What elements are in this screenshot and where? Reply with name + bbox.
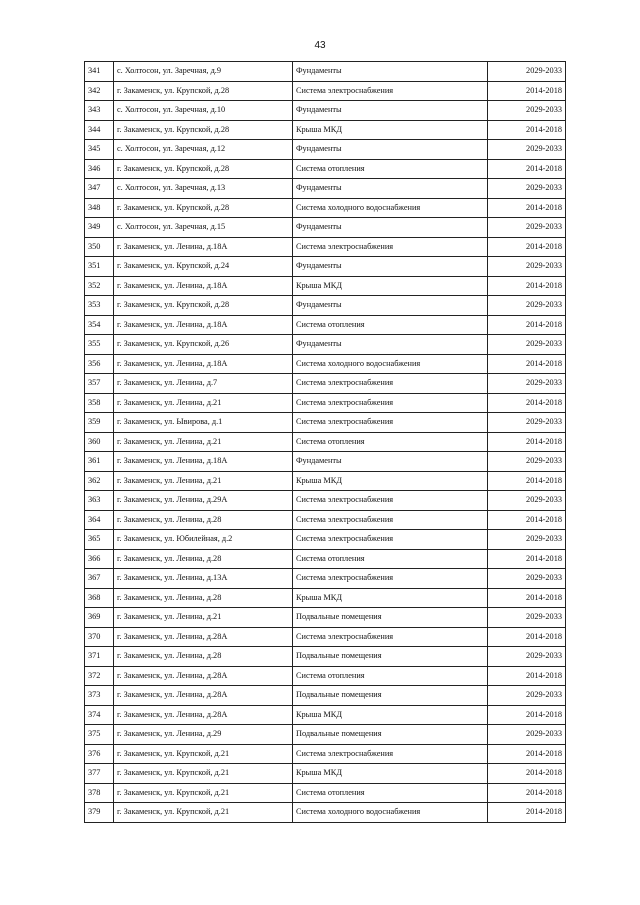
table-row [85, 432, 566, 452]
row-number-cell: 377 [85, 764, 114, 784]
address-cell: г. Закаменск, ул. Ленина, д.28 [114, 510, 293, 530]
period-cell: 2014-2018 [488, 764, 566, 784]
row-number-cell: 342 [85, 81, 114, 101]
table-row [85, 198, 566, 218]
address-cell: г. Закаменск, ул. Ленина, д.21 [114, 393, 293, 413]
work-type-cell: Фундаменты [293, 218, 488, 238]
work-type-cell: Подвальные помещения [293, 608, 488, 628]
work-type-cell: Подвальные помещения [293, 647, 488, 667]
table-row [85, 354, 566, 374]
address-cell: г. Закаменск, ул. Ленина, д.28 [114, 647, 293, 667]
period-cell: 2029-2033 [488, 491, 566, 511]
row-number-cell: 373 [85, 686, 114, 706]
work-type-cell: Система отопления [293, 666, 488, 686]
period-cell: 2029-2033 [488, 452, 566, 472]
period-cell: 2029-2033 [488, 140, 566, 160]
table-row [85, 120, 566, 140]
period-cell: 2014-2018 [488, 159, 566, 179]
period-cell: 2014-2018 [488, 666, 566, 686]
period-cell: 2029-2033 [488, 374, 566, 394]
table-row [85, 101, 566, 121]
work-type-cell: Система электроснабжения [293, 491, 488, 511]
table-row [85, 237, 566, 257]
address-cell: г. Закаменск, ул. Ывирова, д.1 [114, 413, 293, 433]
row-number-cell: 367 [85, 569, 114, 589]
period-cell: 2014-2018 [488, 783, 566, 803]
page-number: 43 [314, 40, 326, 51]
row-number-cell: 358 [85, 393, 114, 413]
address-cell: г. Закаменск, ул. Крупской, д.24 [114, 257, 293, 277]
work-type-cell: Фундаменты [293, 452, 488, 472]
work-type-cell: Система отопления [293, 549, 488, 569]
address-cell: с. Холтосон, ул. Заречная, д.12 [114, 140, 293, 160]
row-number-cell: 355 [85, 335, 114, 355]
row-number-cell: 351 [85, 257, 114, 277]
address-cell: г. Закаменск, ул. Крупской, д.28 [114, 198, 293, 218]
row-number-cell: 357 [85, 374, 114, 394]
row-number-cell: 348 [85, 198, 114, 218]
row-number-cell: 346 [85, 159, 114, 179]
row-number-cell: 352 [85, 276, 114, 296]
table-row [85, 159, 566, 179]
period-cell: 2014-2018 [488, 198, 566, 218]
table-row [85, 452, 566, 472]
address-cell: г. Закаменск, ул. Ленина, д.28А [114, 627, 293, 647]
address-cell: с. Холтосон, ул. Заречная, д.10 [114, 101, 293, 121]
table-row [85, 218, 566, 238]
work-type-cell: Система электроснабжения [293, 237, 488, 257]
work-type-cell: Система отопления [293, 159, 488, 179]
row-number-cell: 363 [85, 491, 114, 511]
period-cell: 2029-2033 [488, 218, 566, 238]
period-cell: 2014-2018 [488, 354, 566, 374]
table-row [85, 140, 566, 160]
table-row [85, 608, 566, 628]
row-number-cell: 364 [85, 510, 114, 530]
work-type-cell: Фундаменты [293, 62, 488, 82]
address-cell: г. Закаменск, ул. Ленина, д.28А [114, 686, 293, 706]
work-type-cell: Подвальные помещения [293, 725, 488, 745]
row-number-cell: 347 [85, 179, 114, 199]
table-row [85, 374, 566, 394]
row-number-cell: 375 [85, 725, 114, 745]
table-row [85, 335, 566, 355]
work-type-cell: Крыша МКД [293, 471, 488, 491]
period-cell: 2029-2033 [488, 296, 566, 316]
period-cell: 2014-2018 [488, 744, 566, 764]
address-cell: с. Холтосон, ул. Заречная, д.15 [114, 218, 293, 238]
work-type-cell: Система электроснабжения [293, 413, 488, 433]
row-number-cell: 345 [85, 140, 114, 160]
address-cell: г. Закаменск, ул. Крупской, д.28 [114, 296, 293, 316]
period-cell: 2029-2033 [488, 647, 566, 667]
table-row [85, 257, 566, 277]
work-type-cell: Система электроснабжения [293, 569, 488, 589]
address-cell: г. Закаменск, ул. Крупской, д.28 [114, 159, 293, 179]
address-cell: г. Закаменск, ул. Ленина, д.18А [114, 237, 293, 257]
work-type-cell: Фундаменты [293, 257, 488, 277]
row-number-cell: 365 [85, 530, 114, 550]
table-row [85, 686, 566, 706]
row-number-cell: 371 [85, 647, 114, 667]
address-cell: г. Закаменск, ул. Ленина, д.28А [114, 666, 293, 686]
row-number-cell: 344 [85, 120, 114, 140]
address-cell: г. Закаменск, ул. Крупской, д.21 [114, 783, 293, 803]
period-cell: 2014-2018 [488, 81, 566, 101]
work-type-cell: Система отопления [293, 315, 488, 335]
table-row [85, 510, 566, 530]
work-type-cell: Фундаменты [293, 140, 488, 160]
period-cell: 2029-2033 [488, 530, 566, 550]
row-number-cell: 368 [85, 588, 114, 608]
period-cell: 2014-2018 [488, 276, 566, 296]
period-cell: 2029-2033 [488, 101, 566, 121]
address-cell: г. Закаменск, ул. Крупской, д.28 [114, 120, 293, 140]
work-type-cell: Фундаменты [293, 296, 488, 316]
work-type-cell: Крыша МКД [293, 276, 488, 296]
table-row [85, 491, 566, 511]
period-cell: 2014-2018 [488, 627, 566, 647]
address-cell: г. Закаменск, ул. Ленина, д.28 [114, 588, 293, 608]
row-number-cell: 353 [85, 296, 114, 316]
work-type-cell: Система электроснабжения [293, 81, 488, 101]
table-row [85, 803, 566, 823]
address-cell: г. Закаменск, ул. Ленина, д.28 [114, 549, 293, 569]
table-row [85, 549, 566, 569]
work-type-cell: Система электроснабжения [293, 744, 488, 764]
period-cell: 2014-2018 [488, 803, 566, 823]
table-row [85, 647, 566, 667]
period-cell: 2014-2018 [488, 315, 566, 335]
address-cell: г. Закаменск, ул. Крупской, д.28 [114, 81, 293, 101]
row-number-cell: 366 [85, 549, 114, 569]
row-number-cell: 343 [85, 101, 114, 121]
work-type-cell: Крыша МКД [293, 120, 488, 140]
table-row [85, 569, 566, 589]
period-cell: 2014-2018 [488, 393, 566, 413]
period-cell: 2014-2018 [488, 549, 566, 569]
period-cell: 2014-2018 [488, 588, 566, 608]
work-type-cell: Система холодного водоснабжения [293, 198, 488, 218]
table-row [85, 276, 566, 296]
address-cell: г. Закаменск, ул. Юбилейная, д.2 [114, 530, 293, 550]
address-cell: г. Закаменск, ул. Ленина, д.7 [114, 374, 293, 394]
table-body [85, 62, 566, 823]
row-number-cell: 354 [85, 315, 114, 335]
period-cell: 2029-2033 [488, 179, 566, 199]
address-cell: г. Закаменск, ул. Ленина, д.18А [114, 276, 293, 296]
table-row [85, 725, 566, 745]
row-number-cell: 370 [85, 627, 114, 647]
work-type-cell: Система электроснабжения [293, 627, 488, 647]
period-cell: 2029-2033 [488, 413, 566, 433]
repair-schedule-table [84, 61, 566, 823]
period-cell: 2014-2018 [488, 510, 566, 530]
work-type-cell: Фундаменты [293, 101, 488, 121]
work-type-cell: Система отопления [293, 783, 488, 803]
work-type-cell: Фундаменты [293, 179, 488, 199]
row-number-cell: 362 [85, 471, 114, 491]
table-row [85, 588, 566, 608]
row-number-cell: 372 [85, 666, 114, 686]
work-type-cell: Крыша МКД [293, 705, 488, 725]
row-number-cell: 378 [85, 783, 114, 803]
period-cell: 2014-2018 [488, 705, 566, 725]
address-cell: г. Закаменск, ул. Ленина, д.21 [114, 471, 293, 491]
row-number-cell: 356 [85, 354, 114, 374]
table-row [85, 296, 566, 316]
table-row [85, 783, 566, 803]
period-cell: 2029-2033 [488, 686, 566, 706]
period-cell: 2014-2018 [488, 237, 566, 257]
period-cell: 2029-2033 [488, 335, 566, 355]
address-cell: с. Холтосон, ул. Заречная, д.9 [114, 62, 293, 82]
address-cell: г. Закаменск, ул. Ленина, д.18А [114, 315, 293, 335]
address-cell: г. Закаменск, ул. Ленина, д.21 [114, 432, 293, 452]
period-cell: 2014-2018 [488, 471, 566, 491]
row-number-cell: 361 [85, 452, 114, 472]
period-cell: 2029-2033 [488, 257, 566, 277]
work-type-cell: Крыша МКД [293, 764, 488, 784]
address-cell: г. Закаменск, ул. Ленина, д.21 [114, 608, 293, 628]
row-number-cell: 379 [85, 803, 114, 823]
address-cell: г. Закаменск, ул. Ленина, д.18А [114, 452, 293, 472]
work-type-cell: Система отопления [293, 432, 488, 452]
address-cell: г. Закаменск, ул. Ленина, д.29 [114, 725, 293, 745]
row-number-cell: 374 [85, 705, 114, 725]
address-cell: г. Закаменск, ул. Крупской, д.21 [114, 803, 293, 823]
work-type-cell: Система электроснабжения [293, 530, 488, 550]
row-number-cell: 376 [85, 744, 114, 764]
address-cell: г. Закаменск, ул. Крупской, д.21 [114, 764, 293, 784]
work-type-cell: Крыша МКД [293, 588, 488, 608]
period-cell: 2029-2033 [488, 725, 566, 745]
address-cell: г. Закаменск, ул. Крупской, д.26 [114, 335, 293, 355]
work-type-cell: Система электроснабжения [293, 374, 488, 394]
table-row [85, 393, 566, 413]
period-cell: 2014-2018 [488, 120, 566, 140]
row-number-cell: 350 [85, 237, 114, 257]
table-row [85, 764, 566, 784]
work-type-cell: Система холодного водоснабжения [293, 354, 488, 374]
table-row [85, 81, 566, 101]
address-cell: г. Закаменск, ул. Крупской, д.21 [114, 744, 293, 764]
address-cell: г. Закаменск, ул. Ленина, д.13А [114, 569, 293, 589]
row-number-cell: 359 [85, 413, 114, 433]
work-type-cell: Система холодного водоснабжения [293, 803, 488, 823]
address-cell: г. Закаменск, ул. Ленина, д.28А [114, 705, 293, 725]
period-cell: 2014-2018 [488, 432, 566, 452]
table-row [85, 744, 566, 764]
table-row [85, 666, 566, 686]
table-row [85, 705, 566, 725]
period-cell: 2029-2033 [488, 62, 566, 82]
row-number-cell: 360 [85, 432, 114, 452]
address-cell: г. Закаменск, ул. Ленина, д.29А [114, 491, 293, 511]
table-row [85, 471, 566, 491]
row-number-cell: 369 [85, 608, 114, 628]
table-row [85, 179, 566, 199]
table-row [85, 315, 566, 335]
row-number-cell: 341 [85, 62, 114, 82]
row-number-cell: 349 [85, 218, 114, 238]
work-type-cell: Фундаменты [293, 335, 488, 355]
address-cell: г. Закаменск, ул. Ленина, д.18А [114, 354, 293, 374]
work-type-cell: Система электроснабжения [293, 393, 488, 413]
period-cell: 2029-2033 [488, 569, 566, 589]
table-row [85, 413, 566, 433]
table-row [85, 62, 566, 82]
work-type-cell: Система электроснабжения [293, 510, 488, 530]
address-cell: с. Холтосон, ул. Заречная, д.13 [114, 179, 293, 199]
table-row [85, 530, 566, 550]
table-row [85, 627, 566, 647]
work-type-cell: Подвальные помещения [293, 686, 488, 706]
period-cell: 2029-2033 [488, 608, 566, 628]
